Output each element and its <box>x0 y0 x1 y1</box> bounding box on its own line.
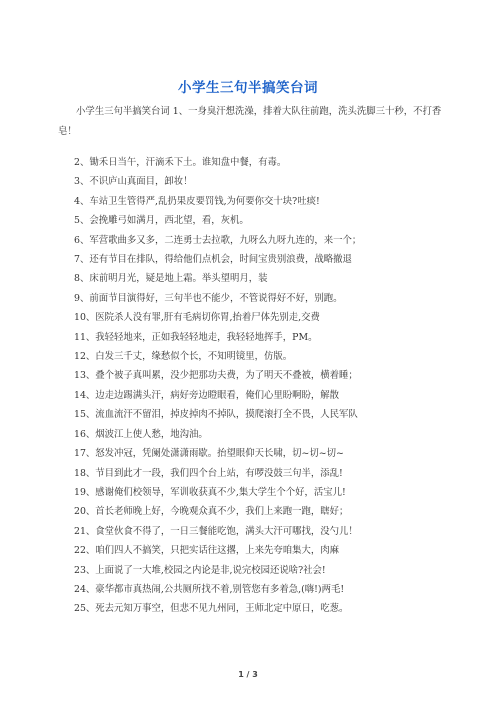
list-item: 5、会挽雕弓如满月，西北望，看，灰机。 <box>74 215 249 227</box>
list-item: 18、节目到此才一段，我们四个台上站，有啰没鼓三句半，添乱! <box>74 467 343 479</box>
list-item: 19、感谢俺们校领导，军训收获真不少,集大学生个个好，活宝儿! <box>74 486 346 498</box>
line-list <box>74 153 464 619</box>
list-item: 10、医院杀人没有罪,肝有毛病切你胃,抬着尸体先别走,交费 <box>74 312 320 324</box>
document-title: 小学生三句半搞笑台词 <box>178 80 318 96</box>
list-item: 3、不识庐山真面目，卸妆！ <box>74 176 193 188</box>
list-item: 12、白发三千丈，缘愁似个长，不知明镜里，仿版。 <box>74 351 293 363</box>
list-item: 8、床前明月光，疑是地上霜。举头望明月，装 <box>74 273 268 285</box>
intro-paragraph: 小学生三句半搞笑台词 1、一身臭汗想洗澡，排着大队往前跑，洗头洗脚三十秒，不打香皂！ <box>58 106 442 137</box>
list-item: 21、食堂伙食不得了，一日三餐能吃饱，满头大汗可哪找，没勺儿！ <box>74 525 358 537</box>
list-item: 16、烟波江上使人愁，地沟油。 <box>74 428 208 440</box>
list-item: 23、上面说了一大堆,校园之内论是非,说完校园还说啥?社会! <box>74 564 326 576</box>
list-item: 11、我轻轻地来，正如我轻轻地走，我轻轻地挥手，PM。 <box>74 331 318 343</box>
list-item: 24、豪华都市真热闹,公共厕所找不着,别管您有多着急,(嗨!)两毛! <box>74 583 345 595</box>
list-item: 13、叠个被子真叫累，没少把那功夫费，为了明天不叠被，横着睡； <box>74 370 358 382</box>
list-item: 22、咱们四人不搞笑，只把实话往这撂，上来先夸咱集大，肉麻 <box>74 545 340 557</box>
list-item: 2、锄禾日当午，汗滴禾下土。谁知盘中餐，有毒。 <box>74 157 287 168</box>
list-item: 6、军营歌曲多又多，二连勇士去拉歌，九呀么九呀九连的，来一个； <box>74 234 362 246</box>
list-item: 9、前面节目演得好，三句半也不能少，不管说得好不好，别跑。 <box>74 292 343 304</box>
page-indicator: 1 / 3 <box>238 670 258 679</box>
list-item: 4、车站卫生管得严,乱扔果皮要罚钱,为何要你交十块?吐痰! <box>74 195 320 207</box>
list-item: 20、首长老师晚上好，今晚观众真不少，我们上来跑一跑，瞎好； <box>74 506 349 518</box>
list-item: 15、流血流汗不留泪，掉皮掉肉不掉队，摸爬滚打全不畏，人民军队 <box>74 409 358 421</box>
list-item: 14、边走边踢满头汗，病好旁边瞪眼看，俺们心里盼啊盼，解散 <box>74 389 340 401</box>
list-item: 17、怒发冲冠，凭阑处潇潇雨歇。抬望眼仰天长啸，切~切~切~ <box>74 448 344 460</box>
list-item: 25、死去元知万事空，但悲不见九州同，王师北定中原日，吃葱。 <box>74 603 349 615</box>
list-item: 7、还有节目在排队，得给他们点机会，时间宝贵别浪费，战略撤退 <box>74 254 352 266</box>
